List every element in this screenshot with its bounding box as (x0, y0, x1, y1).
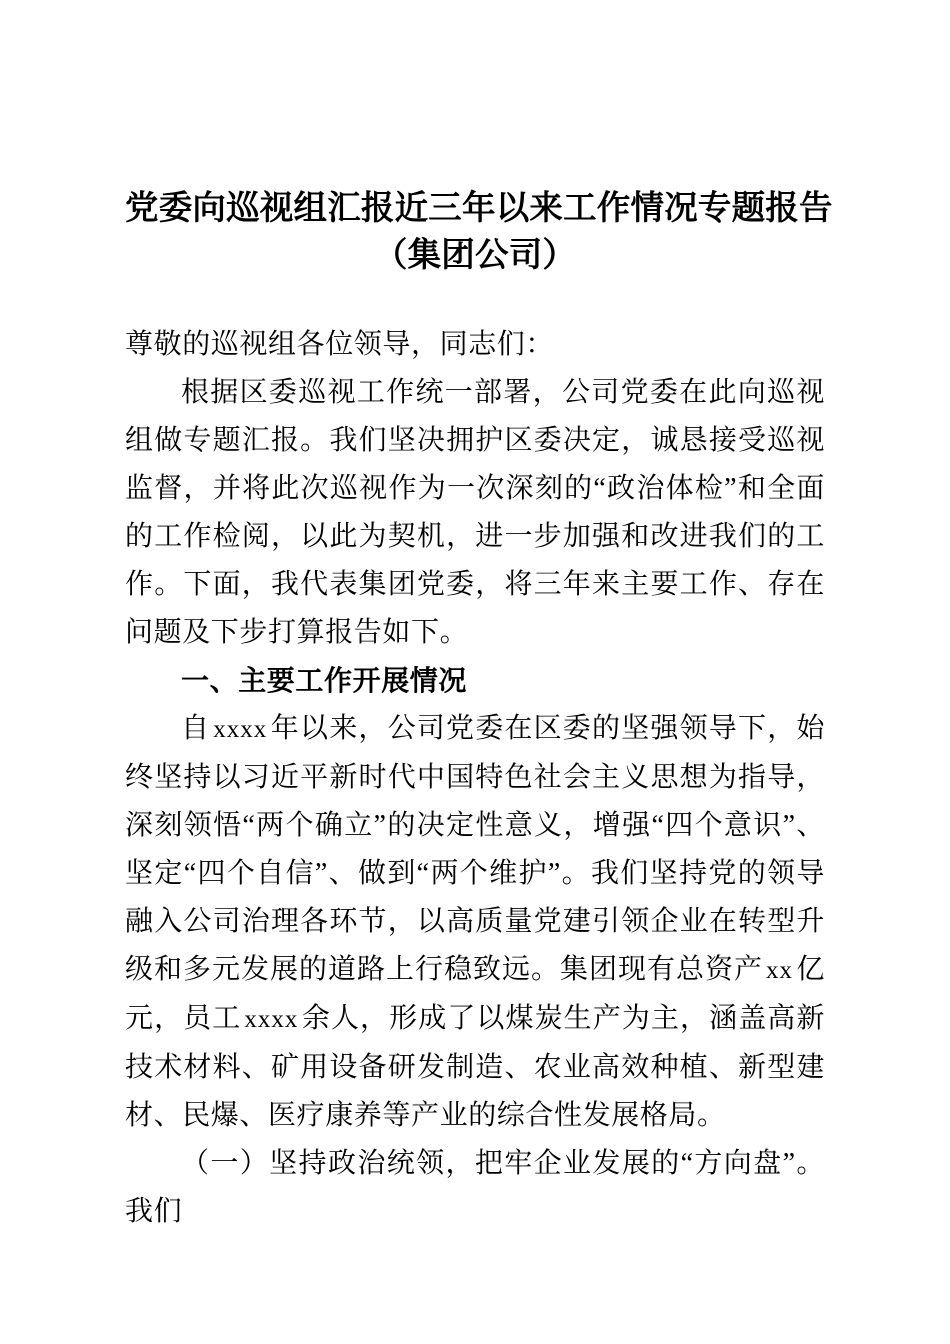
section-heading-one: 一、主要工作开展情况 (181, 665, 468, 696)
paragraph-intro: 根据区委巡视工作统一部署，公司党委在此向巡视组做专题汇报。我们坚决拥护区委决定，诚恳接受巡视监督，并将此次巡视作为一次深刻的“政治体检”和全面的工作检阅，以此为契机，进一步加强和改进我们的工作。下面，我代表集团党委，将三年来主要工作、存在问题及下步打算报告如下。 (125, 377, 825, 648)
placeholder-year: xxxx (213, 716, 268, 743)
document-title (125, 0, 833, 278)
paragraph-overview-text-4: 余人，形成了以煤炭生产为主，涵盖高新技术材料、矿用设备研发制造、农业高效种植、新型建材、民爆、医疗康养等产业的综合性发展格局。 (125, 1003, 825, 1131)
document-body (125, 321, 825, 1236)
placeholder-staff-count: xxxx (244, 1006, 299, 1033)
paragraph-overview (125, 705, 825, 1140)
paragraph-subsection-one: （一）坚持政治统领，把牢企业发展的“方向盘”。我们 (125, 1148, 825, 1227)
salutation-line: 尊敬的巡视组各位领导，同志们： (125, 329, 555, 360)
document-title-line-1: 党委向巡视组汇报近三年以来工作情况专题报告 (125, 190, 833, 227)
document-title-line-2: （集团公司） (373, 237, 577, 274)
placeholder-total-assets: xx (766, 957, 793, 984)
paragraph-overview-text-3: 亿元，员工 (125, 954, 825, 1034)
paragraph-overview-text-2: 年以来，公司党委在区委的坚强领导下，始终坚持以习近平新时代中国特色社会主义思想为指导，深刻领悟“两个确立”的决定性意义，增强“四个意识”、坚定“四个自信”、做到“两个维护”。我们坚持党的领导融入公司治理各环节，以高质量党建引领企业在转型升级和多元发展的道路上行稳致远。集团现有总资产 (125, 713, 825, 985)
page-content (125, 0, 833, 1236)
paragraph-overview-text-1: 自 (181, 713, 211, 744)
